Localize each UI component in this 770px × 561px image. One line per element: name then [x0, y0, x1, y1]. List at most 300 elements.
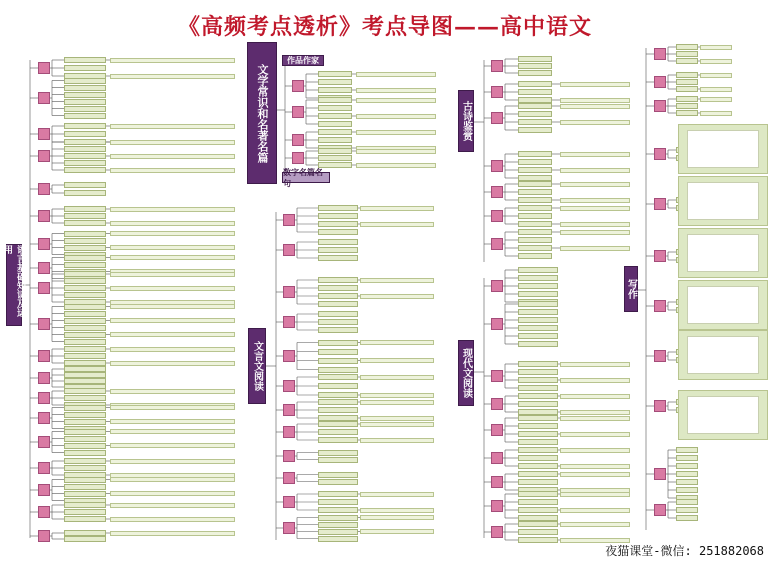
- subtopic-node: [64, 536, 106, 542]
- subtopic-node: [64, 99, 106, 105]
- topic-node: [491, 500, 503, 512]
- detail-node: [110, 429, 235, 434]
- detail-node: [360, 358, 434, 363]
- detail-node: [560, 464, 630, 469]
- subtopic-node: [64, 146, 106, 152]
- subtopic-node: [518, 237, 552, 243]
- subtopic-node: [518, 377, 558, 383]
- detail-node: [360, 400, 434, 405]
- detail-node: [560, 222, 630, 227]
- detail-node: [360, 393, 434, 398]
- subtopic-node: [676, 96, 698, 102]
- subtopic-node: [318, 71, 352, 77]
- subtopic-node: [676, 51, 698, 57]
- subtopic-node: [64, 405, 106, 411]
- topic-node: [283, 286, 295, 298]
- subtopic-node: [518, 119, 552, 125]
- subtopic-node: [518, 301, 558, 307]
- subtopic-node: [518, 127, 552, 133]
- subtopic-node: [64, 346, 106, 352]
- detail-node: [560, 182, 630, 187]
- detail-node: [360, 529, 434, 534]
- subtopic-node: [318, 472, 358, 478]
- subtopic-node: [518, 341, 558, 347]
- subtopic-node: [318, 155, 352, 161]
- detail-node: [110, 140, 235, 145]
- topic-node: [38, 282, 50, 294]
- detail-node: [560, 508, 630, 513]
- detail-node: [110, 286, 235, 291]
- topic-node: [283, 426, 295, 438]
- topic-node: [491, 112, 503, 124]
- detail-node: [360, 340, 434, 345]
- detail-node: [356, 88, 436, 93]
- subtopic-node: [518, 479, 558, 485]
- subtopic-node: [318, 367, 358, 373]
- subtopic-node: [64, 206, 106, 212]
- subtopic-node: [318, 213, 358, 219]
- works-node: [282, 55, 324, 66]
- topic-node: [38, 210, 50, 222]
- detail-node: [560, 198, 630, 203]
- branch-modern-label: 现代文阅读: [460, 348, 472, 398]
- subtopic-node: [518, 291, 558, 297]
- subtopic-node: [64, 85, 106, 91]
- subtopic-node: [676, 455, 698, 461]
- detail-node: [560, 448, 630, 453]
- topic-node: [491, 526, 503, 538]
- detail-node: [700, 111, 732, 116]
- subtopic-node: [64, 477, 106, 483]
- subtopic-node: [64, 311, 106, 317]
- structure-diagram-panel: [678, 280, 768, 330]
- subtopic-node: [518, 537, 558, 543]
- subtopic-node: [518, 317, 558, 323]
- subtopic-node: [318, 407, 358, 413]
- detail-node: [560, 104, 630, 109]
- subtopic-node: [64, 325, 106, 331]
- subtopic-node: [318, 205, 358, 211]
- subtopic-node: [518, 423, 558, 429]
- topic-node: [38, 484, 50, 496]
- subtopic-node: [318, 358, 358, 364]
- topic-node: [491, 452, 503, 464]
- branch-language: [2, 244, 25, 326]
- branch-modern: [458, 340, 474, 406]
- subtopic-node: [318, 239, 358, 245]
- topic-node: [283, 472, 295, 484]
- subtopic-node: [64, 516, 106, 522]
- subtopic-node: [64, 509, 106, 515]
- subtopic-node: [318, 491, 358, 497]
- subtopic-node: [64, 429, 106, 435]
- structure-diagram: [687, 286, 759, 324]
- detail-node: [560, 432, 630, 437]
- topic-node: [491, 160, 503, 172]
- subtopic-node: [676, 103, 698, 109]
- subtopic-node: [518, 463, 558, 469]
- detail-node: [110, 503, 235, 508]
- subtopic-node: [64, 458, 106, 464]
- subtopic-node: [318, 121, 352, 127]
- subtopic-node: [318, 515, 358, 521]
- subtopic-node: [318, 113, 352, 119]
- detail-node: [560, 394, 630, 399]
- subtopic-node: [518, 205, 552, 211]
- subtopic-node: [676, 463, 698, 469]
- topic-node: [292, 134, 304, 146]
- detail-node: [110, 477, 235, 482]
- topic-node: [654, 300, 666, 312]
- topic-node: [283, 316, 295, 328]
- detail-node: [360, 206, 434, 211]
- topic-node: [654, 350, 666, 362]
- detail-node: [110, 304, 235, 309]
- topic-node: [654, 76, 666, 88]
- branch-language-label: 语言基础知识及运用: [2, 245, 25, 317]
- subtopic-node: [64, 484, 106, 490]
- subtopic-node: [676, 110, 698, 116]
- detail-node: [110, 531, 235, 536]
- detail-node: [356, 130, 436, 135]
- topic-node: [38, 92, 50, 104]
- subtopic-node: [318, 450, 358, 456]
- branch-classical-label: 文言文阅读: [251, 341, 263, 391]
- topic-node: [283, 214, 295, 226]
- subtopic-node: [518, 245, 552, 251]
- subtopic-node: [318, 105, 352, 111]
- topic-node: [38, 150, 50, 162]
- subtopic-node: [676, 499, 698, 505]
- subtopic-node: [518, 181, 552, 187]
- detail-node: [360, 222, 434, 227]
- subtopic-node: [318, 255, 358, 261]
- subtopic-node: [676, 44, 698, 50]
- subtopic-node: [64, 353, 106, 359]
- subtopic-node: [318, 529, 358, 535]
- subtopic-node: [318, 421, 358, 427]
- detail-node: [360, 492, 434, 497]
- detail-node: [110, 124, 235, 129]
- subtopic-node: [518, 521, 558, 527]
- subtopic-node: [518, 439, 558, 445]
- subtopic-node: [518, 111, 552, 117]
- detail-node: [110, 405, 235, 410]
- subtopic-node: [518, 56, 552, 62]
- subtopic-node: [518, 447, 558, 453]
- subtopic-node: [518, 507, 558, 513]
- topic-node: [491, 370, 503, 382]
- subtopic-node: [518, 70, 552, 76]
- subtopic-node: [318, 247, 358, 253]
- subtopic-node: [676, 515, 698, 521]
- structure-diagram: [687, 130, 759, 168]
- detail-node: [110, 245, 235, 250]
- famous-node: [282, 167, 330, 188]
- subtopic-node: [318, 392, 358, 398]
- subtopic-node: [518, 385, 558, 391]
- subtopic-node: [676, 86, 698, 92]
- subtopic-node: [64, 255, 106, 261]
- topic-node: [38, 462, 50, 474]
- subtopic-node: [318, 311, 358, 317]
- detail-node: [360, 278, 434, 283]
- branch-classical: [248, 328, 266, 404]
- subtopic-node: [64, 167, 106, 173]
- topic-node: [491, 476, 503, 488]
- detail-node: [700, 59, 732, 64]
- subtopic-node: [676, 507, 698, 513]
- topic-node: [283, 350, 295, 362]
- detail-node: [700, 73, 732, 78]
- detail-node: [360, 438, 434, 443]
- subtopic-node: [318, 162, 352, 168]
- subtopic-node: [318, 522, 358, 528]
- topic-node: [491, 398, 503, 410]
- topic-node: [654, 100, 666, 112]
- subtopic-node: [64, 388, 106, 394]
- detail-node: [360, 508, 434, 513]
- subtopic-node: [64, 318, 106, 324]
- detail-node: [560, 98, 630, 103]
- subtopic-node: [518, 369, 558, 375]
- topic-node: [38, 392, 50, 404]
- works-node-label: 作品作家: [287, 56, 319, 65]
- detail-node: [356, 98, 436, 103]
- subtopic-node: [676, 72, 698, 78]
- topic-node: [654, 48, 666, 60]
- subtopic-node: [676, 487, 698, 493]
- topic-node: [491, 238, 503, 250]
- topic-node: [292, 106, 304, 118]
- topic-node: [654, 468, 666, 480]
- detail-node: [110, 318, 235, 323]
- subtopic-node: [64, 278, 106, 284]
- topic-node: [283, 496, 295, 508]
- page-title: 《高频考点透析》考点导图——高中语文: [177, 14, 592, 40]
- subtopic-node: [64, 443, 106, 449]
- subtopic-node: [518, 253, 552, 259]
- subtopic-node: [64, 220, 106, 226]
- detail-node: [110, 443, 235, 448]
- subtopic-node: [518, 393, 558, 399]
- subtopic-node: [64, 123, 106, 129]
- subtopic-node: [318, 437, 358, 443]
- detail-node: [110, 255, 235, 260]
- topic-node: [491, 86, 503, 98]
- subtopic-node: [518, 471, 558, 477]
- subtopic-node: [518, 213, 552, 219]
- subtopic-node: [64, 57, 106, 63]
- subtopic-node: [518, 491, 558, 497]
- subtopic-node: [518, 267, 558, 273]
- detail-node: [700, 87, 732, 92]
- subtopic-node: [318, 399, 358, 405]
- detail-node: [560, 168, 630, 173]
- topic-node: [38, 62, 50, 74]
- subtopic-node: [318, 383, 358, 389]
- subtopic-node: [518, 333, 558, 339]
- subtopic-node: [318, 97, 352, 103]
- subtopic-node: [64, 65, 106, 71]
- structure-diagram-panel: [678, 330, 768, 380]
- subtopic-node: [676, 58, 698, 64]
- topic-node: [654, 148, 666, 160]
- topic-node: [283, 380, 295, 392]
- subtopic-node: [64, 160, 106, 166]
- topic-node: [38, 350, 50, 362]
- subtopic-node: [318, 221, 358, 227]
- subtopic-node: [518, 89, 552, 95]
- subtopic-node: [64, 285, 106, 291]
- subtopic-node: [64, 190, 106, 196]
- branch-literature: [247, 42, 277, 184]
- detail-node: [110, 272, 235, 277]
- subtopic-node: [518, 221, 552, 227]
- detail-node: [700, 45, 732, 50]
- branch-poetry-label: 古诗鉴赏: [460, 101, 472, 141]
- subtopic-node: [318, 457, 358, 463]
- subtopic-node: [318, 129, 352, 135]
- topic-node: [38, 238, 50, 250]
- topic-node: [38, 436, 50, 448]
- detail-node: [560, 410, 630, 415]
- topic-node: [283, 404, 295, 416]
- subtopic-node: [318, 499, 358, 505]
- subtopic-node: [676, 79, 698, 85]
- subtopic-node: [518, 499, 558, 505]
- branch-writing-label: 写作: [625, 279, 637, 299]
- topic-node: [283, 244, 295, 256]
- subtopic-node: [64, 502, 106, 508]
- detail-node: [110, 154, 235, 159]
- detail-node: [560, 492, 630, 497]
- structure-diagram-panel: [678, 176, 768, 226]
- subtopic-node: [64, 231, 106, 237]
- subtopic-node: [64, 450, 106, 456]
- subtopic-node: [518, 275, 558, 281]
- subtopic-node: [518, 197, 552, 203]
- subtopic-node: [518, 229, 552, 235]
- topic-node: [491, 318, 503, 330]
- subtopic-node: [318, 429, 358, 435]
- subtopic-node: [318, 285, 358, 291]
- subtopic-node: [676, 471, 698, 477]
- detail-node: [560, 522, 630, 527]
- topic-node: [654, 504, 666, 516]
- subtopic-node: [318, 536, 358, 542]
- subtopic-node: [64, 131, 106, 137]
- subtopic-node: [64, 153, 106, 159]
- structure-diagram: [687, 182, 759, 220]
- subtopic-node: [518, 167, 552, 173]
- subtopic-node: [518, 361, 558, 367]
- subtopic-node: [676, 447, 698, 453]
- structure-diagram-panel: [678, 390, 768, 440]
- subtopic-node: [518, 309, 558, 315]
- detail-node: [360, 422, 434, 427]
- subtopic-node: [518, 189, 552, 195]
- subtopic-node: [64, 304, 106, 310]
- detail-node: [110, 221, 235, 226]
- detail-node: [110, 389, 235, 394]
- subtopic-node: [64, 339, 106, 345]
- subtopic-node: [518, 103, 552, 109]
- subtopic-node: [64, 262, 106, 268]
- topic-node: [654, 198, 666, 210]
- subtopic-node: [676, 479, 698, 485]
- subtopic-node: [318, 374, 358, 380]
- subtopic-node: [518, 401, 558, 407]
- detail-node: [560, 472, 630, 477]
- branch-literature-label: 文学常识和名著名篇: [256, 63, 269, 163]
- topic-node: [283, 450, 295, 462]
- detail-node: [110, 459, 235, 464]
- subtopic-node: [318, 349, 358, 355]
- detail-node: [110, 347, 235, 352]
- topic-node: [491, 210, 503, 222]
- subtopic-node: [518, 283, 558, 289]
- subtopic-node: [64, 465, 106, 471]
- subtopic-node: [318, 148, 352, 154]
- detail-node: [110, 332, 235, 337]
- subtopic-node: [518, 415, 558, 421]
- subtopic-node: [318, 87, 352, 93]
- subtopic-node: [318, 229, 358, 235]
- detail-node: [560, 416, 630, 421]
- subtopic-node: [318, 340, 358, 346]
- topic-node: [38, 262, 50, 274]
- topic-node: [491, 280, 503, 292]
- topic-node: [38, 128, 50, 140]
- subtopic-node: [518, 455, 558, 461]
- topic-node: [283, 522, 295, 534]
- detail-node: [700, 97, 732, 102]
- detail-node: [356, 72, 436, 77]
- subtopic-node: [64, 92, 106, 98]
- subtopic-node: [64, 491, 106, 497]
- subtopic-node: [518, 151, 552, 157]
- topic-node: [38, 372, 50, 384]
- subtopic-node: [518, 431, 558, 437]
- detail-node: [110, 74, 235, 79]
- topic-node: [654, 400, 666, 412]
- subtopic-node: [64, 106, 106, 112]
- subtopic-node: [318, 137, 352, 143]
- subtopic-node: [318, 479, 358, 485]
- subtopic-node: [64, 412, 106, 418]
- detail-node: [110, 419, 235, 424]
- topic-node: [292, 152, 304, 164]
- branch-poetry: [458, 90, 474, 152]
- topic-node: [491, 424, 503, 436]
- detail-node: [560, 378, 630, 383]
- subtopic-node: [318, 277, 358, 283]
- watermark: 夜猫课堂-微信: 251882068: [605, 544, 764, 558]
- subtopic-node: [64, 139, 106, 145]
- detail-node: [560, 82, 630, 87]
- detail-node: [560, 206, 630, 211]
- structure-diagram: [687, 234, 759, 272]
- topic-node: [38, 412, 50, 424]
- topic-node: [38, 183, 50, 195]
- detail-node: [356, 163, 436, 168]
- subtopic-node: [64, 245, 106, 251]
- subtopic-node: [318, 507, 358, 513]
- subtopic-node: [518, 81, 552, 87]
- subtopic-node: [318, 327, 358, 333]
- detail-node: [360, 515, 434, 520]
